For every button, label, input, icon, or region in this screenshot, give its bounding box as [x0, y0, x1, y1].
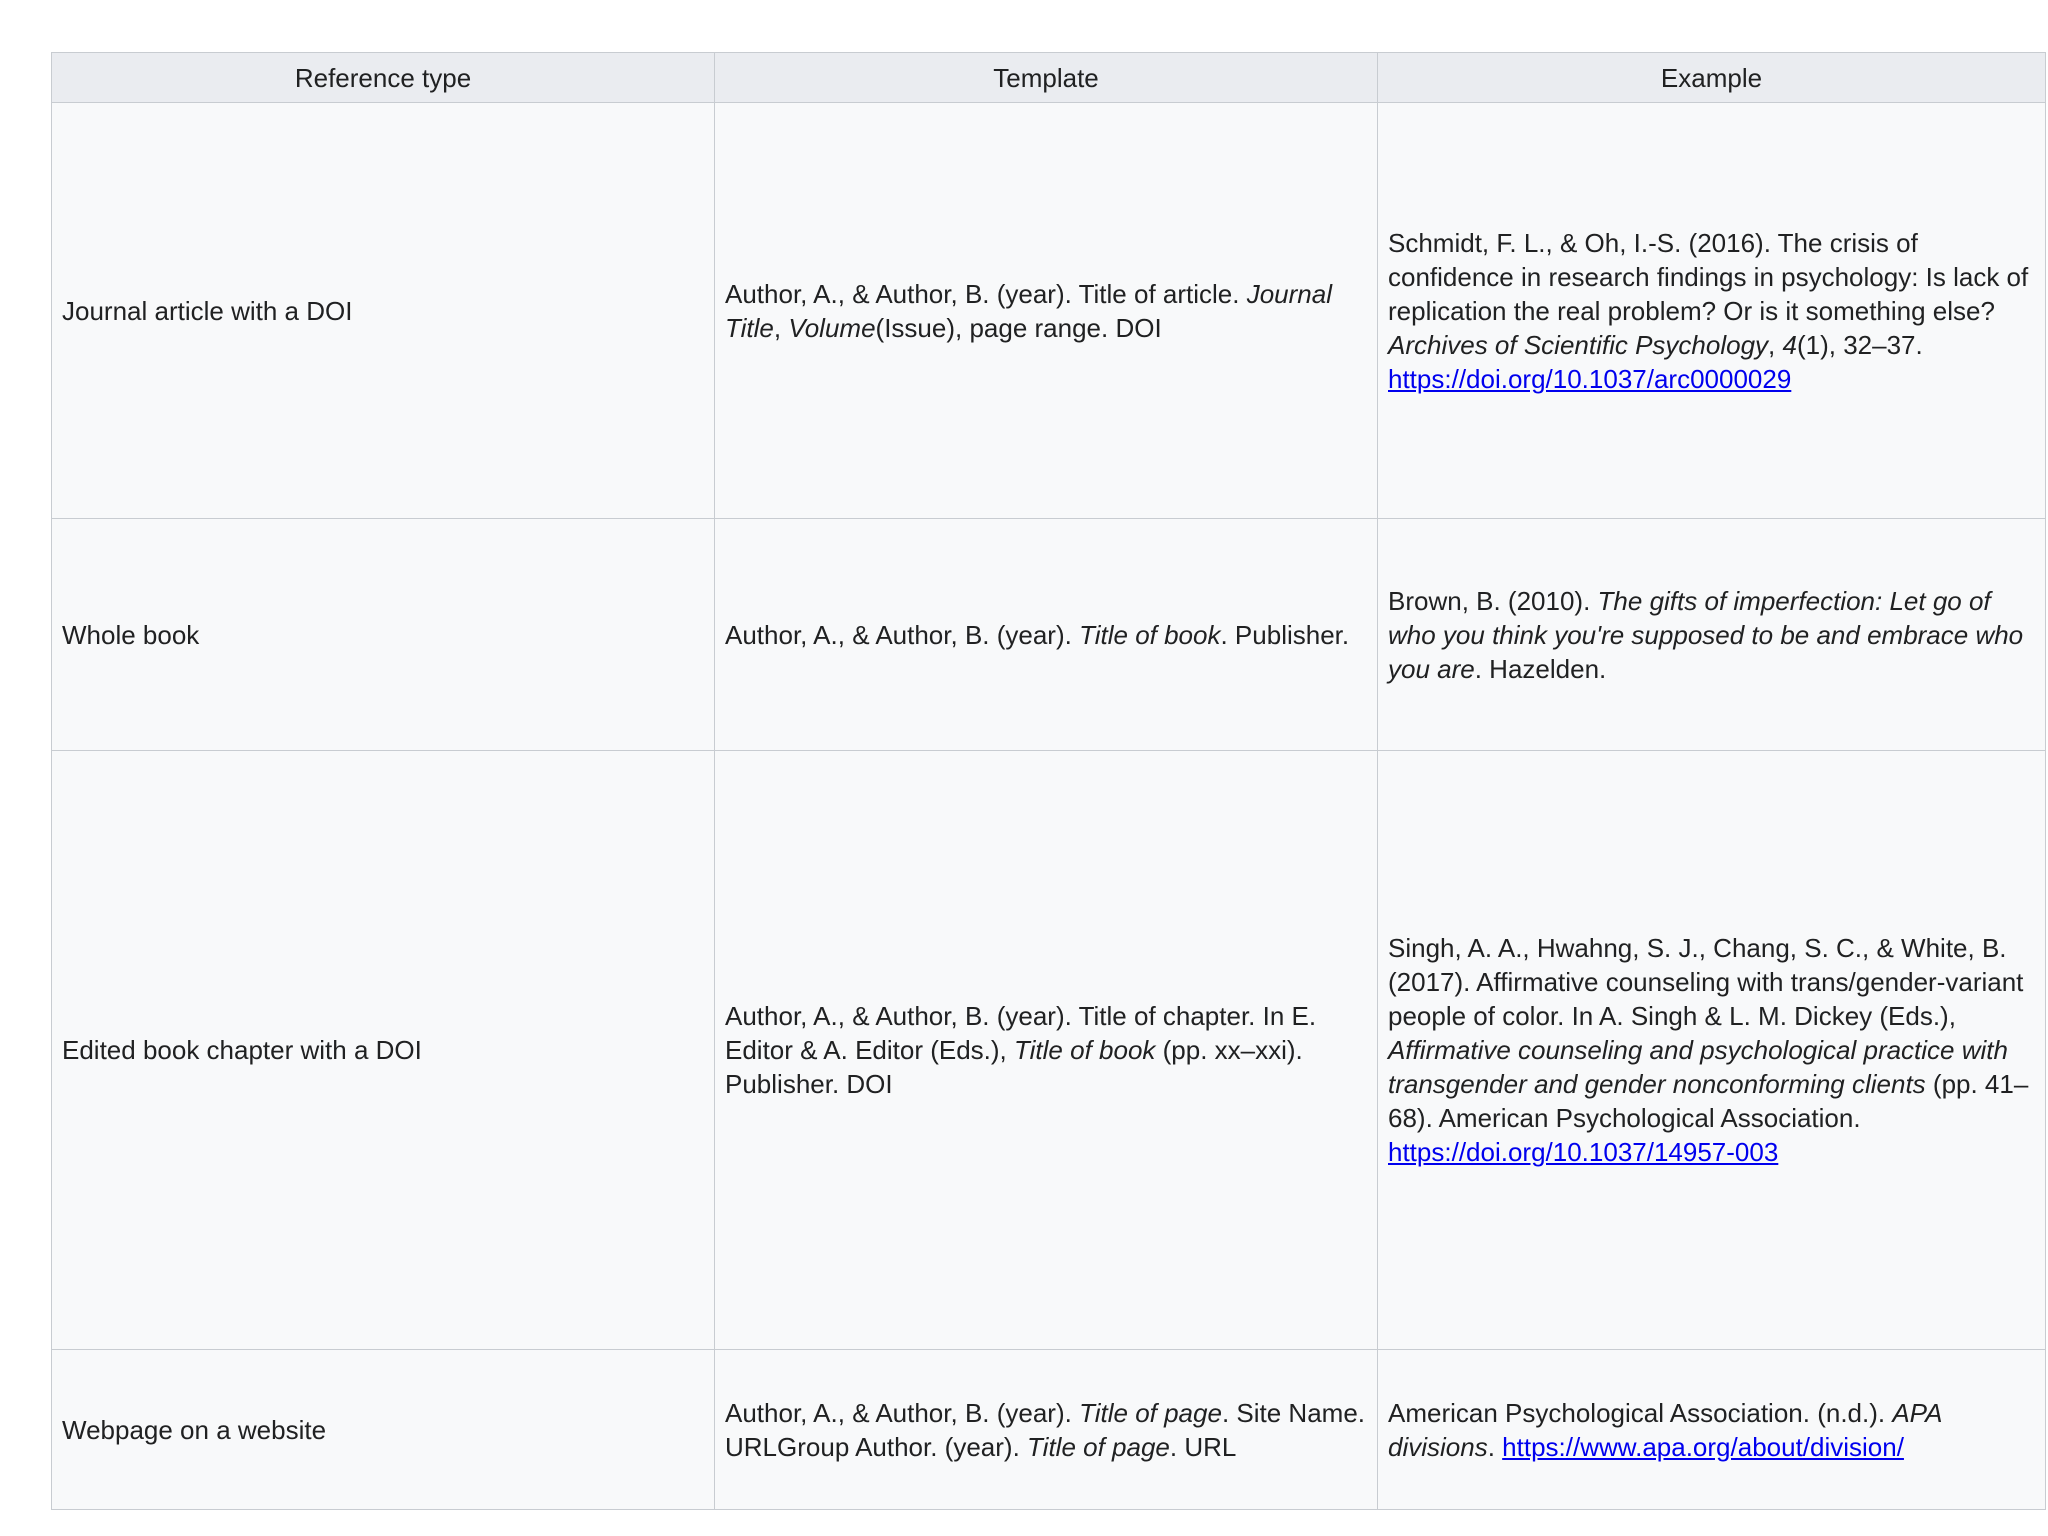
example-cell [1378, 1350, 2046, 1510]
template-text: , [773, 312, 789, 343]
template-text: (pp. xx–xxi). Publisher. DOI [725, 1035, 1303, 1099]
example-text: American Psychological Association. (n.d.). [1388, 1397, 1893, 1428]
template-text: Author, A., & Author, B. (year). [725, 1397, 1080, 1428]
header-template: Template [715, 53, 1378, 103]
example-cell [1378, 103, 2046, 519]
example-text: , [1768, 329, 1783, 360]
example-italic: Affirmative counseling and psychological practice with transgender and gender nonconforming clients [1388, 1035, 2008, 1099]
template-italic: Title of book [1014, 1035, 1156, 1065]
example-italic: 4 [1782, 329, 1797, 360]
website-link[interactable]: https://www.apa.org/about/division/ [1502, 1431, 1904, 1462]
example-cell [1378, 519, 2046, 751]
template-italic: Title of book [1079, 619, 1221, 650]
example-text: . [1487, 1431, 1503, 1462]
template-italic: Title of page [1027, 1431, 1170, 1462]
example-italic: Archives of Scientific Psychology [1388, 329, 1769, 360]
template-italic: Journal Title [725, 278, 1332, 343]
example-text: (pp. 41–68). American Psychological Association. [1388, 1069, 2029, 1133]
example-text: Brown, B. (2010). [1388, 585, 1598, 616]
template-cell [715, 103, 1378, 519]
reference-type-cell: Journal article with a DOI [52, 103, 715, 519]
template-text: Author, A., & Author, B. (year). [725, 619, 1080, 650]
template-cell [715, 751, 1378, 1350]
header-example: Example [1378, 53, 2046, 103]
header-row [52, 53, 2046, 103]
example-text: . Hazelden. [1474, 653, 1607, 684]
template-text: . Site Name. URLGroup Author. (year). [725, 1397, 1366, 1462]
reference-type-cell: Webpage on a website [52, 1350, 715, 1510]
example-italic: APA divisions [1388, 1397, 1942, 1462]
table-row [52, 103, 2046, 519]
template-italic: Title of page [1079, 1397, 1222, 1428]
template-italic: Volume [788, 312, 876, 343]
reference-type-cell: Whole book [52, 519, 715, 751]
template-text: . Publisher. [1220, 619, 1350, 650]
example-text: Schmidt, F. L., & Oh, I.-S. (2016). The crisis of confidence in research findings in psychology: Is lack of replication the real problem? Or is it something else? [1388, 227, 2029, 326]
template-text: Author, A., & Author, B. (year). Title of chapter. In E. Editor & A. Editor (Eds.), [725, 1001, 1317, 1065]
reference-type-cell: Edited book chapter with a DOI [52, 751, 715, 1350]
table-row [52, 1350, 2046, 1510]
table-row [52, 519, 2046, 751]
example-italic: The gifts of imperfection: Let go of who you think you're supposed to be and embrace who you are [1388, 585, 2024, 684]
template-text: . URL [1169, 1431, 1237, 1462]
example-text: (1), 32–37. [1796, 329, 1923, 360]
template-text: (Issue), page range. DOI [875, 312, 1162, 343]
doi-link[interactable]: https://doi.org/10.1037/14957-003 [1388, 1137, 1779, 1167]
header-reference-type: Reference type [52, 53, 715, 103]
example-text: Singh, A. A., Hwahng, S. J., Chang, S. C., & White, B. (2017). Affirmative counseling with trans/gender-variant people of color. In A. Singh & L. M. Dickey (Eds.), [1388, 933, 2024, 1031]
doi-link[interactable]: https://doi.org/10.1037/arc0000029 [1388, 363, 1792, 394]
reference-table [51, 52, 2046, 1510]
template-text: Author, A., & Author, B. (year). Title of article. [725, 278, 1247, 309]
example-cell [1378, 751, 2046, 1350]
template-cell [715, 519, 1378, 751]
template-cell [715, 1350, 1378, 1510]
table-row [52, 751, 2046, 1350]
